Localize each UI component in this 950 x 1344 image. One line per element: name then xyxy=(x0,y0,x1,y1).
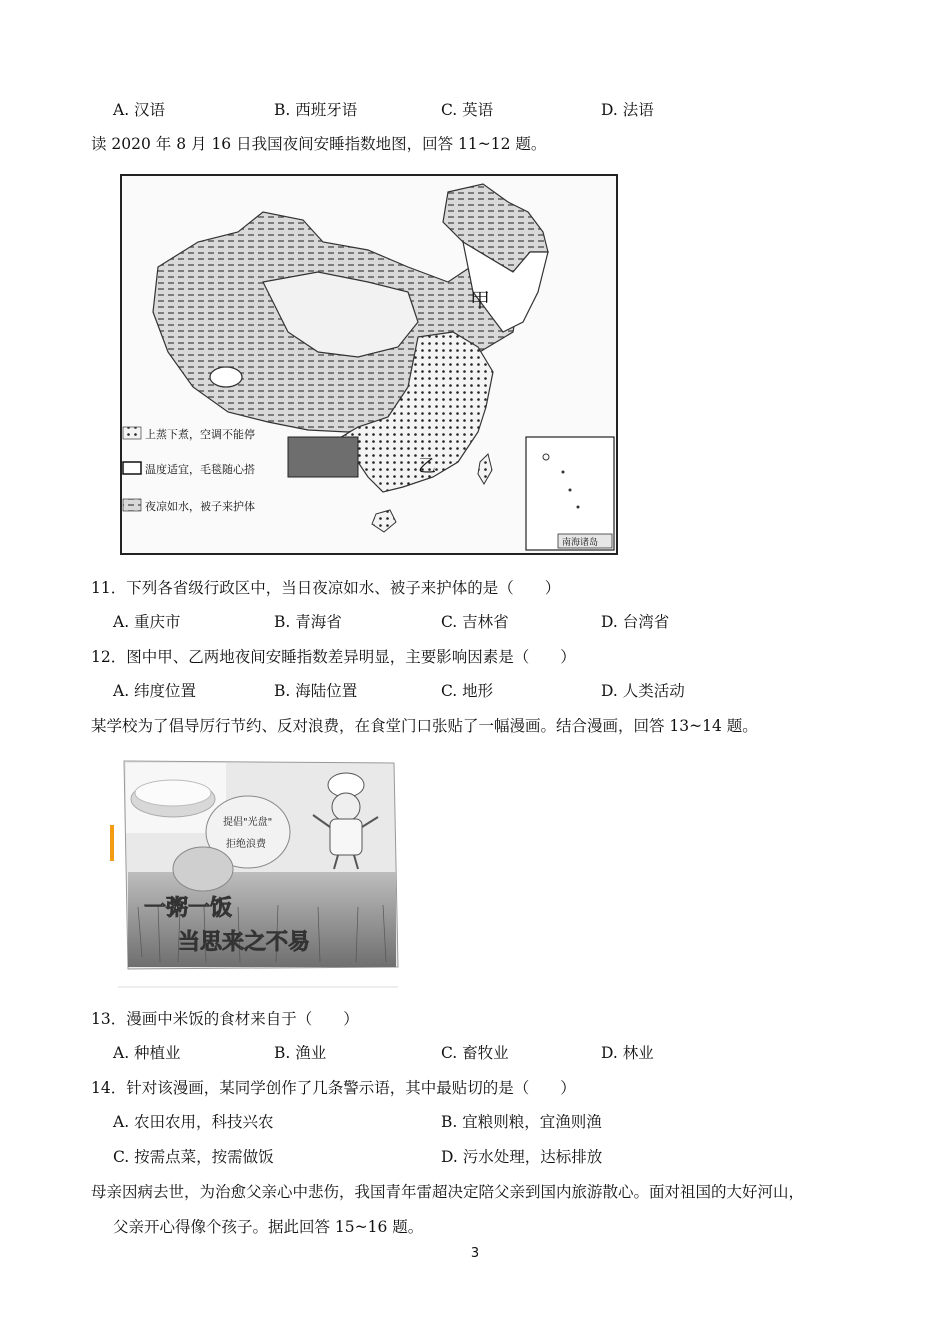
q11-option-b: B. 青海省 xyxy=(274,613,342,631)
banner-line1: 一粥一饭 xyxy=(144,896,233,921)
intro-15-16-line2: 父亲开心得像个孩子。据此回答 15~16 题。 xyxy=(113,1218,424,1236)
q11-option-c: C. 吉林省 xyxy=(441,613,509,631)
option-b: B. 西班牙语 xyxy=(274,101,358,119)
legend-label-cool: 夜凉如水，被子来护体 xyxy=(145,500,255,513)
label-jia: 甲 xyxy=(470,288,490,312)
bubble-line1: 提倡"光盘" xyxy=(223,817,273,828)
legend-label-mild: 温度适宜，毛毯随心搭 xyxy=(145,463,255,476)
option-d: D. 法语 xyxy=(601,101,654,119)
q12-option-c: C. 地形 xyxy=(441,682,494,700)
banner-line2: 当思来之不易 xyxy=(178,930,311,955)
intro-11-12: 读 2020 年 8 月 16 日我国夜间安睡指数地图，回答 11~12 题。 xyxy=(91,135,547,153)
intro-13-14: 某学校为了倡导厉行节约、反对浪费，在食堂门口张贴了一幅漫画。结合漫画，回答 13~14 题。 xyxy=(91,717,758,735)
south-sea-inset xyxy=(526,437,614,550)
q13-option-b: B. 渔业 xyxy=(274,1044,327,1062)
q13-option-d: D. 林业 xyxy=(601,1044,654,1062)
inset-label: 南海诸岛 xyxy=(562,538,599,548)
q11-stem: 11．下列各省级行政区中，当日夜凉如水、被子来护体的是（ ） xyxy=(91,579,561,597)
legend-swatch-hot xyxy=(123,427,141,439)
legend-swatch-mild xyxy=(123,462,141,474)
q14-option-c: C. 按需点菜，按需做饭 xyxy=(113,1148,274,1166)
bubble-line2: 拒绝浪费 xyxy=(226,839,266,850)
page-number: 3 xyxy=(470,1246,480,1261)
q12-option-d: D. 人类活动 xyxy=(601,682,685,700)
legend-label-hot: 上蒸下煮，空调不能停 xyxy=(145,428,255,441)
sleep-index-map xyxy=(118,172,620,557)
map-photo-patch xyxy=(288,437,358,477)
q14-option-a: A. 农田农用，科技兴农 xyxy=(113,1113,274,1131)
label-yi: 乙 xyxy=(418,456,436,477)
q12-stem: 12．图中甲、乙两地夜间安睡指数差异明显，主要影响因素是（ ） xyxy=(91,648,576,666)
q13-stem: 13．漫画中米饭的食材来自于（ ） xyxy=(91,1010,359,1028)
q13-option-a: A. 种植业 xyxy=(113,1044,181,1062)
q12-option-b: B. 海陆位置 xyxy=(274,682,358,700)
q14-option-d: D. 污水处理，达标排放 xyxy=(441,1148,603,1166)
intro-15-16-line1: 母亲因病去世，为治愈父亲心中悲伤，我国青年雷超决定陪父亲到国内旅游散心。面对祖国的大好河山， xyxy=(91,1183,805,1201)
option-a: A. 汉语 xyxy=(113,101,166,119)
q14-option-b: B. 宜粮则粮，宜渔则渔 xyxy=(441,1113,602,1131)
q11-option-a: A. 重庆市 xyxy=(113,613,181,631)
q13-option-c: C. 畜牧业 xyxy=(441,1044,509,1062)
option-c: C. 英语 xyxy=(441,101,494,119)
q12-option-a: A. 纬度位置 xyxy=(113,682,197,700)
q11-option-d: D. 台湾省 xyxy=(601,613,670,631)
legend-swatch-cool xyxy=(123,499,141,511)
q14-stem: 14．针对该漫画，某同学创作了几条警示语，其中最贴切的是（ ） xyxy=(91,1079,576,1097)
saving-food-cartoon xyxy=(108,757,400,989)
